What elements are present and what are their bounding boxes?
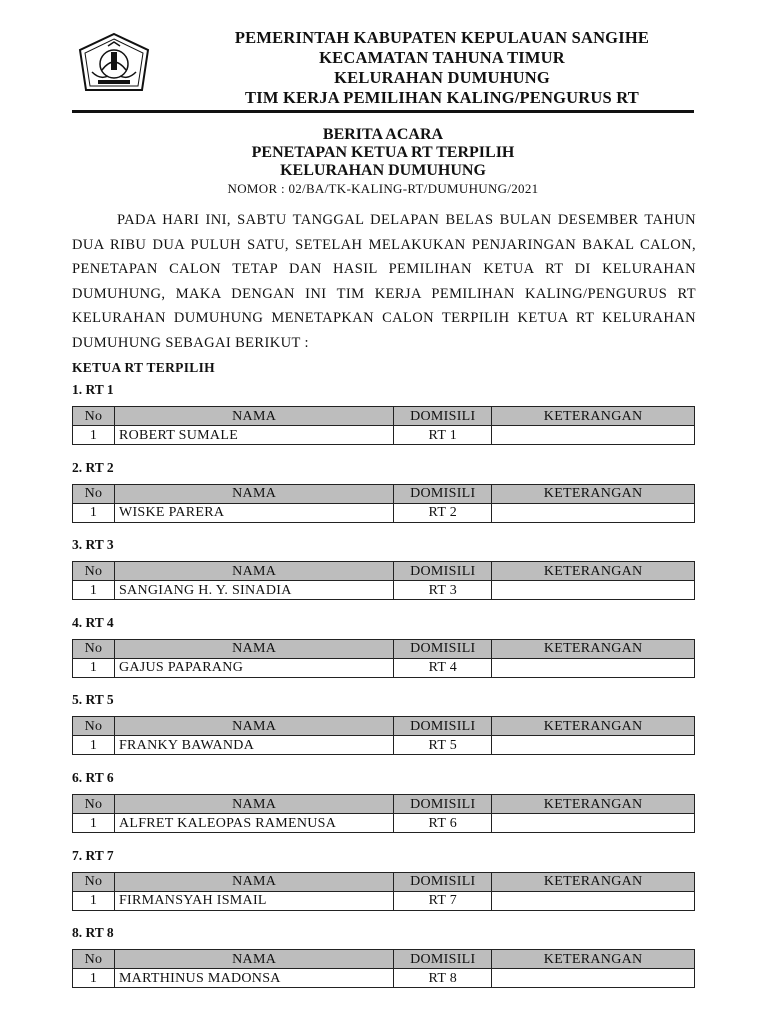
header-nama: NAMA — [114, 407, 393, 426]
cell-nama: GAJUS PAPARANG — [114, 658, 393, 677]
table-row — [73, 814, 695, 833]
letterhead — [72, 28, 694, 114]
rt-heading: 5. RT 5 — [72, 692, 114, 708]
rt-table — [72, 484, 695, 523]
rt-table — [72, 794, 695, 833]
cell-domisili: RT 7 — [394, 891, 492, 910]
header-nama: NAMA — [114, 562, 393, 581]
table-header-row — [73, 639, 695, 658]
header-domisili: DOMISILI — [394, 795, 492, 814]
rt-heading: 2. RT 2 — [72, 459, 114, 475]
cell-domisili: RT 8 — [394, 969, 492, 988]
cell-domisili: RT 6 — [394, 814, 492, 833]
rt-heading: 7. RT 7 — [72, 847, 114, 863]
cell-domisili: RT 5 — [394, 736, 492, 755]
cell-nama: MARTHINUS MADONSA — [114, 969, 393, 988]
village-name: KELURAHAN DUMUHUNG — [334, 68, 550, 87]
table-row — [73, 736, 695, 755]
section-label: KETUA RT TERPILIH — [72, 360, 215, 375]
header-no: No — [73, 950, 115, 969]
cell-domisili: RT 3 — [394, 581, 492, 600]
cell-keterangan — [492, 736, 695, 755]
header-keterangan: KETERANGAN — [492, 639, 695, 658]
body-paragraph-text: PADA HARI INI, SABTU TANGGAL DELAPAN BELAS BULAN DESEMBER TAHUN DUA RIBU DUA PULUH SATU, SETELAH MELAKUKAN PENJARINGAN BAKAL CALON, PENETAPAN CALON TETAP DAN HASIL PEMILIHAN KETUA RT DI KELURAHAN DUMUHUNG, MAKA DENGAN INI TIM KERJA PEMILIHAN KALING/PENGURUS RT KELURAHAN DUMUHUNG MENETAPKAN CALON TERPILIH KETUA RT KELURAHAN DUMUHUNG SEBAGAI BERIKUT : — [72, 212, 696, 351]
cell-no: 1 — [73, 969, 115, 988]
rt-table — [72, 716, 695, 755]
cell-domisili: RT 4 — [394, 658, 492, 677]
regency-emblem-icon — [78, 32, 150, 98]
letterhead-divider — [72, 110, 694, 113]
cell-no: 1 — [73, 581, 115, 600]
cell-keterangan — [492, 426, 695, 445]
rt-table — [72, 872, 695, 911]
cell-no: 1 — [73, 891, 115, 910]
table-header-row — [73, 950, 695, 969]
header-keterangan: KETERANGAN — [492, 484, 695, 503]
document-number: NOMOR : 02/BA/TK-KALING-RT/DUMUHUNG/2021 — [227, 181, 539, 196]
cell-nama: SANGIANG H. Y. SINADIA — [114, 581, 393, 600]
header-no: No — [73, 717, 115, 736]
government-name: PEMERINTAH KABUPATEN KEPULAUAN SANGIHE — [234, 28, 650, 47]
rt-heading: 6. RT 6 — [72, 770, 114, 785]
body-paragraph — [72, 208, 696, 355]
table-row — [73, 891, 695, 910]
header-keterangan: KETERANGAN — [492, 407, 695, 426]
table-header-row — [73, 562, 695, 581]
header-domisili: DOMISILI — [394, 950, 492, 969]
rt-table — [72, 406, 695, 445]
cell-no: 1 — [73, 503, 115, 522]
cell-no: 1 — [73, 658, 115, 677]
header-domisili: DOMISILI — [394, 484, 492, 503]
table-header-row — [73, 407, 695, 426]
header-nama: NAMA — [114, 872, 393, 891]
cell-keterangan — [492, 891, 695, 910]
table-row — [73, 426, 695, 445]
rt-heading: 4. RT 4 — [72, 614, 114, 630]
header-keterangan: KETERANGAN — [492, 950, 695, 969]
table-row — [73, 658, 695, 677]
cell-keterangan — [492, 581, 695, 600]
committee-name: TIM KERJA PEMILIHAN KALING/PENGURUS RT — [245, 88, 639, 107]
rt-heading: 1. RT 1 — [72, 382, 114, 397]
title-line-3: KELURAHAN DUMUHUNG — [280, 162, 486, 179]
rt-heading: 8. RT 8 — [72, 925, 114, 941]
cell-nama: FRANKY BAWANDA — [114, 736, 393, 755]
header-no: No — [73, 795, 115, 814]
header-no: No — [73, 407, 115, 426]
header-no: No — [73, 562, 115, 581]
table-row — [73, 581, 695, 600]
cell-keterangan — [492, 814, 695, 833]
cell-keterangan — [492, 658, 695, 677]
header-nama: NAMA — [114, 639, 393, 658]
table-header-row — [73, 717, 695, 736]
header-keterangan: KETERANGAN — [492, 795, 695, 814]
header-no: No — [73, 639, 115, 658]
header-nama: NAMA — [114, 795, 393, 814]
table-header-row — [73, 795, 695, 814]
letterhead-text — [190, 28, 694, 108]
table-header-row — [73, 872, 695, 891]
cell-nama: ALFRET KALEOPAS RAMENUSA — [114, 814, 393, 833]
header-no: No — [73, 484, 115, 503]
cell-keterangan — [492, 503, 695, 522]
rt-heading: 3. RT 3 — [72, 537, 114, 553]
header-keterangan: KETERANGAN — [492, 872, 695, 891]
header-domisili: DOMISILI — [394, 562, 492, 581]
table-header-row — [73, 484, 695, 503]
cell-nama: FIRMANSYAH ISMAIL — [114, 891, 393, 910]
header-domisili: DOMISILI — [394, 639, 492, 658]
header-domisili: DOMISILI — [394, 407, 492, 426]
table-row — [73, 503, 695, 522]
header-domisili: DOMISILI — [394, 872, 492, 891]
table-row — [73, 969, 695, 988]
district-name: KECAMATAN TAHUNA TIMUR — [319, 48, 565, 67]
header-keterangan: KETERANGAN — [492, 562, 695, 581]
header-keterangan: KETERANGAN — [492, 717, 695, 736]
cell-no: 1 — [73, 426, 115, 445]
header-domisili: DOMISILI — [394, 717, 492, 736]
cell-nama: ROBERT SUMALE — [114, 426, 393, 445]
cell-nama: WISKE PARERA — [114, 503, 393, 522]
header-nama: NAMA — [114, 950, 393, 969]
cell-domisili: RT 2 — [394, 503, 492, 522]
rt-table — [72, 561, 695, 600]
title-line-1: BERITA ACARA — [322, 126, 444, 143]
rt-table — [72, 949, 695, 988]
header-nama: NAMA — [114, 484, 393, 503]
header-nama: NAMA — [114, 717, 393, 736]
cell-no: 1 — [73, 736, 115, 755]
cell-no: 1 — [73, 814, 115, 833]
title-line-2: PENETAPAN KETUA RT TERPILIH — [251, 144, 515, 161]
document-title — [72, 126, 694, 197]
cell-domisili: RT 1 — [394, 426, 492, 445]
header-no: No — [73, 872, 115, 891]
cell-keterangan — [492, 969, 695, 988]
rt-table — [72, 639, 695, 678]
